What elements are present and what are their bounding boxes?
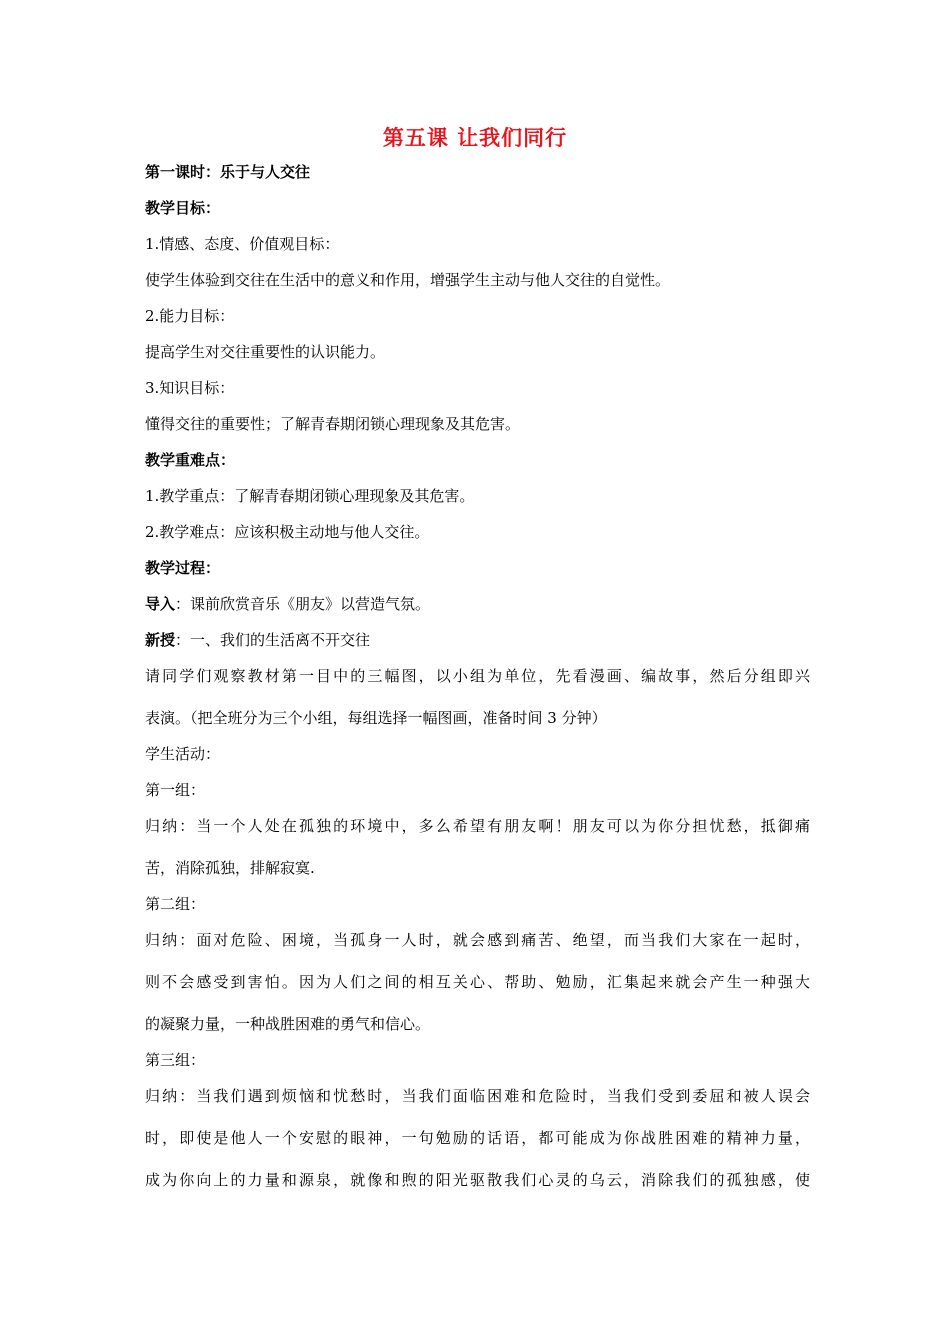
group-2-label: 第二组： [145, 895, 206, 913]
new-lesson-label: 新授 [145, 631, 176, 649]
intro-line [145, 594, 810, 614]
new-lesson-text: ：一、我们的生活离不开交往 [175, 631, 371, 649]
keypoints-heading: 教学重难点： [145, 451, 236, 469]
intro-label: 导入 [145, 595, 176, 613]
lesson-heading: 第一课时：乐于与人交往 [145, 163, 311, 181]
objective-1-text: 使学生体验到交往在生活中的意义和作用，增强学生主动与他人交往的自觉性。 [145, 271, 671, 289]
group-2-line-3: 的凝聚力量，一种战胜困难的勇气和信心。 [145, 1015, 431, 1033]
process-heading: 教学过程： [145, 559, 221, 577]
paragraph-1-line-1: 请同学们观察教材第一目中的三幅图，以小组为单位，先看漫画、编故事，然后分组即兴 [145, 667, 810, 685]
objective-1-label: 1.情感、态度、价值观目标： [145, 235, 340, 253]
group-1-line-2: 苦，消除孤独，排解寂寞. [145, 859, 315, 877]
group-3-line-3: 成为你向上的力量和源泉，就像和煦的阳光驱散我们心灵的乌云，消除我们的孤独感，使 [145, 1171, 810, 1189]
group-3-line-1: 归纳：当我们遇到烦恼和忧愁时，当我们面临困难和危险时，当我们受到委屈和被人误会 [145, 1087, 810, 1105]
objective-3-label: 3.知识目标： [145, 379, 235, 397]
group-1-label: 第一组： [145, 781, 206, 799]
objectives-heading: 教学目标： [145, 199, 221, 217]
student-activity-label: 学生活动： [145, 745, 221, 763]
paragraph-1-line-2: 表演。（把全班分为三个小组，每组选择一幅图画，准备时间 3 分钟） [145, 709, 607, 727]
group-3-label: 第三组： [145, 1051, 206, 1069]
intro-text: ：课前欣赏音乐《朋友》以营造气氛。 [175, 595, 431, 613]
keypoint-2: 2.教学难点：应该积极主动地与他人交往。 [145, 523, 430, 541]
group-2-line-2: 则不会感受到害怕。因为人们之间的相互关心、帮助、勉励，汇集起来就会产生一种强大 [145, 973, 810, 991]
document-title: 第五课 让我们同行 [382, 126, 568, 150]
keypoint-1: 1.教学重点：了解青春期闭锁心理现象及其危害。 [145, 487, 475, 505]
objective-2-label: 2.能力目标： [145, 307, 235, 325]
objective-3-text: 懂得交往的重要性；了解青春期闭锁心理现象及其危害。 [145, 415, 521, 433]
new-lesson-line [145, 630, 810, 650]
objective-2-text: 提高学生对交往重要性的认识能力。 [145, 343, 386, 361]
group-3-line-2: 时，即使是他人一个安慰的眼神，一句勉励的话语，都可能成为你战胜困难的精神力量， [145, 1129, 810, 1147]
group-2-line-1: 归纳：面对危险、困境，当孤身一人时，就会感到痛苦、绝望，而当我们大家在一起时， [145, 931, 810, 949]
group-1-line-1: 归纳：当一个人处在孤独的环境中，多么希望有朋友啊！朋友可以为你分担忧愁，抵御痛 [145, 817, 810, 835]
